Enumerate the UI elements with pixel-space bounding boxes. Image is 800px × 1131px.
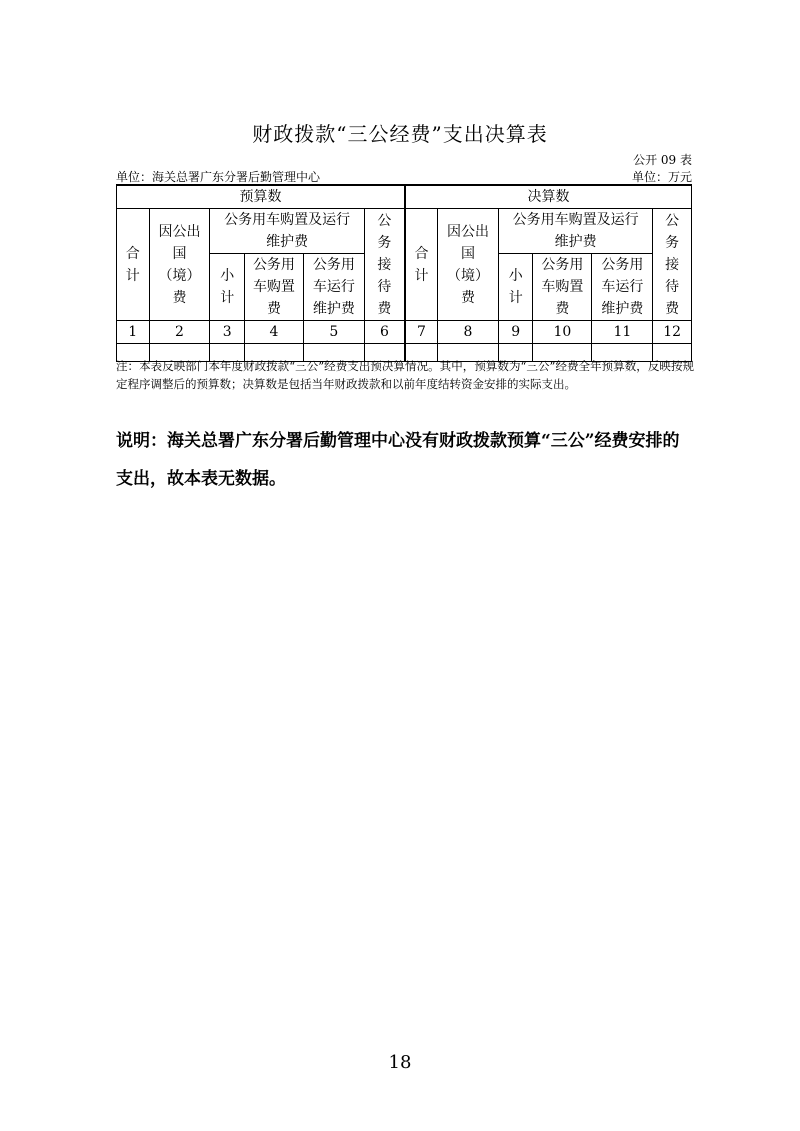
final-subtotal-header: 小 计 (498, 254, 533, 321)
budget-abroad-header: 因公出 国 （境） 费 (149, 209, 210, 321)
col-number: 7 (405, 321, 438, 344)
col-number: 8 (437, 321, 498, 344)
final-reception-header: 公 务 接 待 费 (653, 209, 692, 321)
unit-measure: 单位：万元 (631, 170, 692, 184)
col-number: 10 (533, 321, 592, 344)
col-number: 11 (592, 321, 653, 344)
table-note: 注：本表反映部门本年度财政拨款“三公”经费支出预决算情况。其中，预算数为“三公”经费全年预算数，反映按规定程序调整后的预算数；决算数是包括当年财政拨款和以前年度结转资金安排的实际支出。 (116, 359, 694, 391)
col-number: 4 (244, 321, 303, 344)
budget-reception-header: 公 务 接 待 费 (364, 209, 405, 321)
description: 说明：海关总署广东分署后勤管理中心没有财政拨款预算“三公”经费安排的支出，故本表无数据。 (116, 431, 680, 489)
three-public-expenses-table (116, 185, 692, 362)
page-title: 财政拨款“三公经费”支出决算表 (252, 122, 548, 146)
col-number: 1 (117, 321, 150, 344)
col-number: 12 (653, 321, 692, 344)
group-budget-header: 预算数 (117, 186, 405, 209)
col-number: 5 (303, 321, 364, 344)
unit-organization: 单位：海关总署广东分署后勤管理中心 (116, 170, 321, 184)
budget-vehicle-operation-header: 公务用 车运行 维护费 (303, 254, 364, 321)
form-code: 公开 09 表 (633, 153, 692, 167)
col-number: 3 (210, 321, 245, 344)
final-vehicle-purchase-header: 公务用 车购置 费 (533, 254, 592, 321)
final-vehicle-group-header: 公务用车购置及运行 维护费 (498, 209, 652, 254)
final-vehicle-operation-header: 公务用 车运行 维护费 (592, 254, 653, 321)
col-number: 6 (364, 321, 405, 344)
col-number: 9 (498, 321, 533, 344)
final-total-header: 合 计 (405, 209, 438, 321)
budget-subtotal-header: 小 计 (210, 254, 245, 321)
budget-total-header: 合 计 (117, 209, 150, 321)
col-number: 2 (149, 321, 210, 344)
final-abroad-header: 因公出 国 （境） 费 (437, 209, 498, 321)
page-number: 18 (388, 1052, 412, 1073)
group-final-header: 决算数 (405, 186, 692, 209)
budget-vehicle-group-header: 公务用车购置及运行 维护费 (210, 209, 364, 254)
budget-vehicle-purchase-header: 公务用 车购置 费 (244, 254, 303, 321)
